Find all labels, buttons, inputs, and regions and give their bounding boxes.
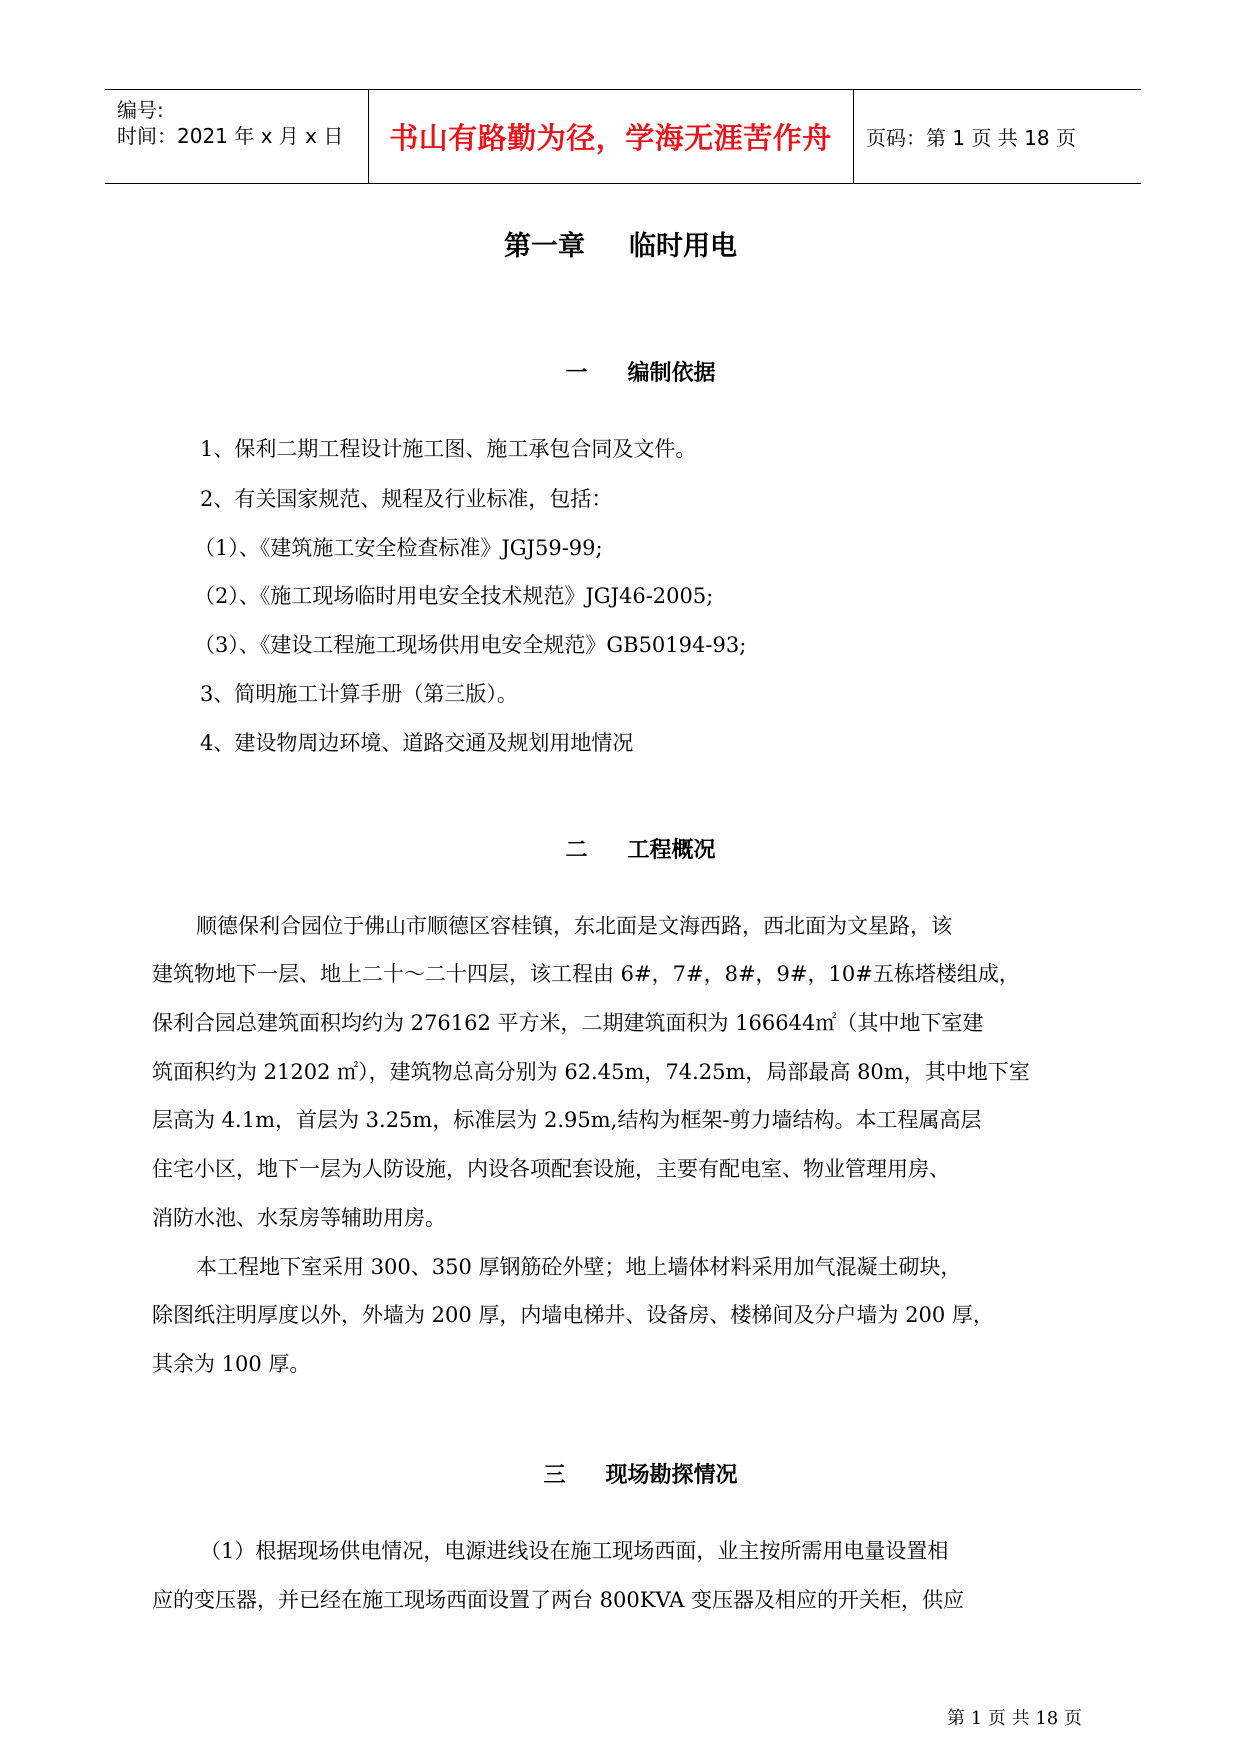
header-left-cell: [105, 90, 369, 183]
page-label: 页码：第 1 页 共 18 页: [866, 126, 1076, 150]
page-footer: 第 1 页 共 18 页: [947, 1708, 1082, 1729]
paragraph-line: 建筑物地下一层、地上二十～二十四层，该工程由 6#，7#，8#，9#，10#五栋塔楼组成，: [152, 962, 1020, 986]
time-label: 时间：2021 年 x 月 x 日: [117, 124, 344, 148]
paragraph-line: 层高为 4.1m，首层为 3.25m，标准层为 2.95m,结构为框架-剪力墙结构。本工程属高层: [152, 1108, 982, 1132]
list-item: （3）、《建设工程施工现场供用电安全规范》GB50194-93;: [194, 633, 747, 657]
list-item: （2）、《施工现场临时用电安全技术规范》JGJ46-2005;: [194, 584, 714, 608]
list-item: （1）、《建筑施工安全检查标准》JGJ59-99;: [194, 536, 603, 560]
motto: 书山有路勤为径，学海无涯苦作舟: [368, 90, 854, 183]
paragraph-line: 除图纸注明厚度以外，外墙为 200 厚，内墙电梯井、设备房、楼梯间及分户墙为 200 厚，: [152, 1303, 994, 1327]
chapter-number: 第一章: [504, 231, 585, 262]
paragraph-line: 保利合园总建筑面积均约为 276162 平方米，二期建筑面积为 166644㎡（其中地下室建: [152, 1011, 984, 1035]
paragraph-line: 筑面积约为 21202 ㎡），建筑物总高分别为 62.45m，74.25m，局部最高 80m，其中地下室: [152, 1060, 1030, 1084]
chapter-name: 临时用电: [629, 231, 737, 262]
paragraph-line: 顺德保利合园位于佛山市顺德区容桂镇，东北面是文海西路，西北面为文星路，该: [196, 914, 952, 938]
list-item: 3、简明施工计算手册（第三版）。: [200, 682, 518, 706]
paragraph-line: 本工程地下室采用 300、350 厚钢筋砼外壁；地上墙体材料采用加气混凝土砌块，: [196, 1255, 962, 1279]
paragraph-line: 消防水池、水泵房等辅助用房。: [152, 1206, 446, 1230]
section-number: 一: [565, 361, 588, 386]
paragraph-line: （1）根据现场供电情况，电源进线设在施工现场西面，业主按所需用电量设置相: [200, 1539, 949, 1563]
section-heading-2: [20, 833, 1241, 864]
chapter-title: [0, 224, 1241, 263]
section-title: 现场勘探情况: [605, 1463, 738, 1488]
list-item: 2、有关国家规范、规程及行业标准，包括：: [200, 487, 613, 511]
section-heading-1: [20, 356, 1241, 387]
section-number: 三: [543, 1463, 566, 1488]
paragraph-line: 其余为 100 厚。: [152, 1352, 311, 1376]
list-item: 1、保利二期工程设计施工图、施工承包合同及文件。: [200, 437, 697, 461]
section-title: 编制依据: [627, 361, 716, 386]
paragraph-line: 住宅小区，地下一层为人防设施，内设各项配套设施，主要有配电室、物业管理用房、: [152, 1157, 950, 1181]
section-number: 二: [565, 838, 588, 863]
section-heading-3: [20, 1458, 1241, 1489]
section-title: 工程概况: [627, 838, 716, 863]
list-item: 4、建设物周边环境、道路交通及规划用地情况: [200, 731, 634, 755]
header-table: [105, 89, 1141, 184]
number-label: 编号:: [117, 98, 164, 122]
paragraph-line: 应的变压器，并已经在施工现场西面设置了两台 800KVA 变压器及相应的开关柜，供应: [152, 1588, 965, 1612]
